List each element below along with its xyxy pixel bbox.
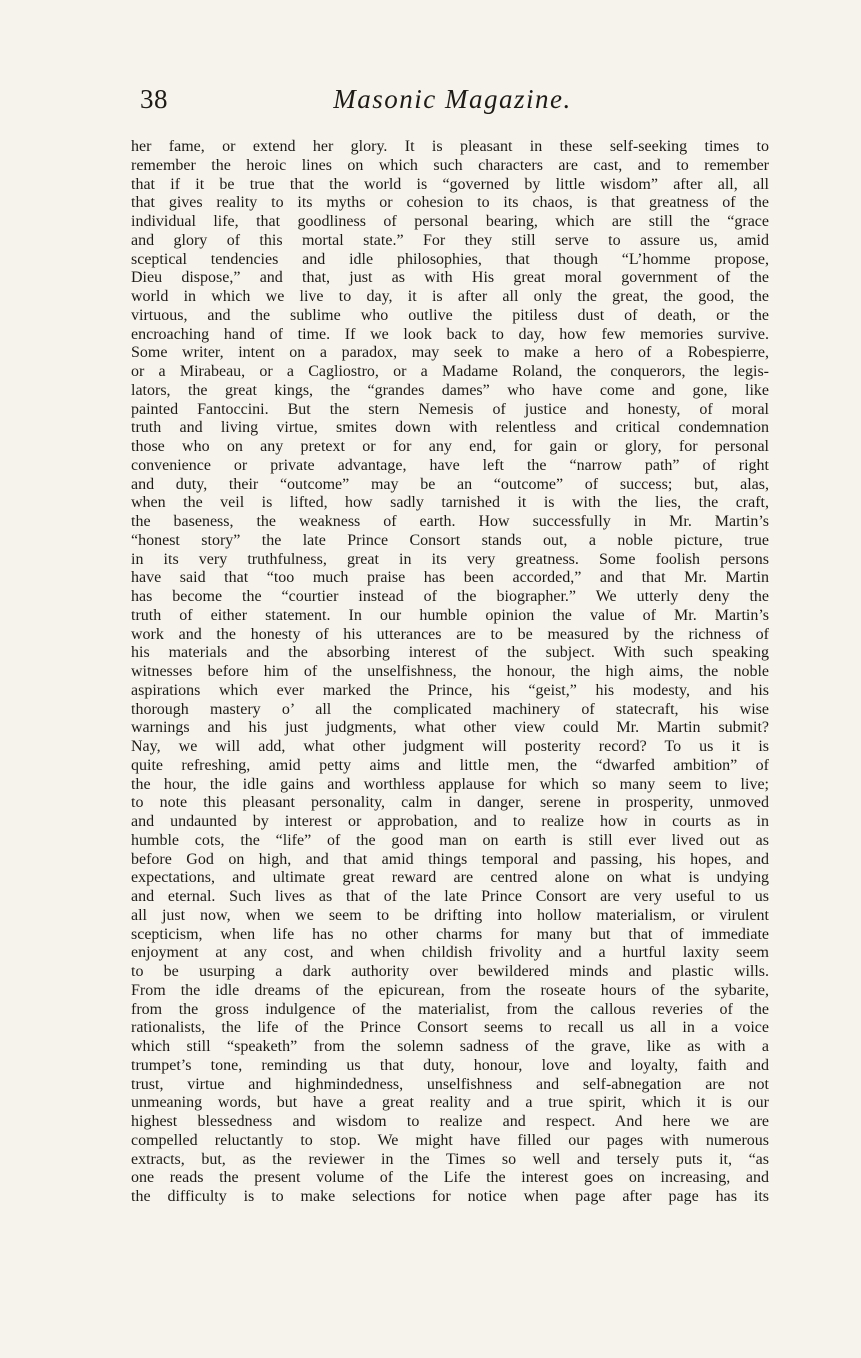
text-line: those who on any pretext or for any end, for gain or glory, for personal xyxy=(131,438,769,455)
text-line: warnings and his just judgments, what other view could Mr. Martin submit? xyxy=(131,719,769,737)
text-line: or a Mirabeau, or a Cagliostro, or a Madame Roland, the conquerors, the legis- xyxy=(131,363,769,380)
text-line: have said that “too much praise has been accorded,” and that Mr. Martin xyxy=(131,569,769,587)
text-line: remember the heroic lines on which such characters are cast, and to remember xyxy=(131,156,769,174)
text-line: in its very truthfulness, great in its very greatness. Some foolish persons xyxy=(131,550,769,568)
text-line: one reads the present volume of the Life the interest goes on increasing, and xyxy=(131,1169,769,1187)
article-body xyxy=(131,138,769,1207)
text-line: thorough mastery o’ all the complicated machinery of statecraft, his wise xyxy=(131,700,769,718)
running-head xyxy=(0,84,861,115)
text-line: before God on high, and that amid things temporal and passing, his hopes, and xyxy=(131,850,769,868)
text-line: sceptical tendencies and idle philosophies, that though “L’homme propose, xyxy=(131,250,769,268)
text-line: and undaunted by interest or approbation, and to realize how in courts as in xyxy=(131,813,769,830)
text-line: extracts, but, as the reviewer in the Times so well and tersely puts it, “as xyxy=(131,1150,769,1168)
text-line: her fame, or extend her glory. It is pleasant in these self-seeking times to xyxy=(131,138,769,155)
text-line: individual life, that goodliness of personal bearing, which are still the “grace xyxy=(131,213,769,230)
text-line: quite refreshing, amid petty aims and little men, the “dwarfed ambition” of xyxy=(131,756,769,774)
text-line: highest blessedness and wisdom to realize and respect. And here we are xyxy=(131,1113,769,1130)
text-line: the difficulty is to make selections for notice when page after page has its xyxy=(131,1188,769,1205)
text-line: unmeaning words, but have a great reality and a true spirit, which it is our xyxy=(131,1094,769,1112)
text-line: to be usurping a dark authority over bewildered minds and plastic wills. xyxy=(131,963,769,980)
text-line: scepticism, when life has no other charms for many but that of immediate xyxy=(131,925,769,943)
text-line: and duty, their “outcome” may be an “outcome” of success; but, alas, xyxy=(131,475,769,493)
text-line: aspirations which ever marked the Prince, his “geist,” his modesty, and his xyxy=(131,681,769,699)
text-line: enjoyment at any cost, and when childish frivolity and a hurtful laxity seem xyxy=(131,944,769,962)
text-line: work and the honesty of his utterances are to be measured by the richness of xyxy=(131,625,769,643)
text-line: from the gross indulgence of the materialist, from the callous reveries of the xyxy=(131,1000,769,1018)
text-line: the hour, the idle gains and worthless applause for which so many seem to live; xyxy=(131,775,769,793)
text-line: Dieu dispose,” and that, just as with His great moral government of the xyxy=(131,269,769,287)
text-line: the baseness, the weakness of earth. How successfully in Mr. Martin’s xyxy=(131,513,769,530)
text-line: trumpet’s tone, reminding us that duty, honour, love and loyalty, faith and xyxy=(131,1056,769,1074)
page-number: 38 xyxy=(140,84,168,114)
text-line: virtuous, and the sublime who outlive the pitiless dust of death, or the xyxy=(131,306,769,324)
text-line: all just now, when we seem to be drifting into hollow materialism, or virulent xyxy=(131,906,769,924)
text-line: and glory of this mortal state.” For they still serve to assure us, amid xyxy=(131,231,769,249)
text-line: painted Fantoccini. But the stern Nemesis of justice and honesty, of moral xyxy=(131,400,769,418)
text-line: that if it be true that the world is “governed by little wisdom” after all, all xyxy=(131,175,769,193)
text-line: that gives reality to its myths or cohesion to its chaos, is that greatness of the xyxy=(131,194,769,212)
text-line: “honest story” the late Prince Consort stands out, a noble picture, true xyxy=(131,531,769,549)
text-line: witnesses before him of the unselfishness, the honour, the high aims, the noble xyxy=(131,663,769,680)
text-line: expectations, and ultimate great reward are centred alone on what is undying xyxy=(131,869,769,887)
text-line: compelled reluctantly to stop. We might have filled our pages with numerous xyxy=(131,1131,769,1149)
text-line: to note this pleasant personality, calm in danger, serene in prosperity, unmoved xyxy=(131,794,769,812)
text-line: which still “speaketh” from the solemn sadness of the grave, like as with a xyxy=(131,1038,769,1055)
text-line: humble cots, the “life” of the good man on earth is still ever lived out as xyxy=(131,831,769,849)
text-line: trust, virtue and highmindedness, unselfishness and self-abnegation are not xyxy=(131,1075,769,1093)
text-line: his materials and the absorbing interest of the subject. With such speaking xyxy=(131,644,769,662)
text-line: Nay, we will add, what other judgment will posterity record? To us it is xyxy=(131,738,769,755)
text-line: From the idle dreams of the epicurean, from the roseate hours of the sybarite, xyxy=(131,981,769,999)
text-line: rationalists, the life of the Prince Consort seems to recall us all in a voice xyxy=(131,1019,769,1037)
text-line: encroaching hand of time. If we look back to day, how few memories survive. xyxy=(131,325,769,343)
text-line: convenience or private advantage, have left the “narrow path” of right xyxy=(131,456,769,474)
text-line: truth of either statement. In our humble opinion the value of Mr. Martin’s xyxy=(131,606,769,624)
text-line: lators, the great kings, the “grandes dames” who have come and gone, like xyxy=(131,381,769,399)
running-head-title: Masonic Magazine. xyxy=(333,84,572,114)
text-line: Some writer, intent on a paradox, may seek to make a hero of a Robespierre, xyxy=(131,344,769,362)
text-line: has become the “courtier instead of the biographer.” We utterly deny the xyxy=(131,588,769,605)
text-line: and eternal. Such lives as that of the late Prince Consort are very useful to us xyxy=(131,888,769,905)
text-line: truth and living virtue, smites down with relentless and critical condemnation xyxy=(131,419,769,437)
text-line: world in which we live to day, it is after all only the great, the good, the xyxy=(131,288,769,305)
text-line: when the veil is lifted, how sadly tarnished it is with the lies, the craft, xyxy=(131,494,769,512)
